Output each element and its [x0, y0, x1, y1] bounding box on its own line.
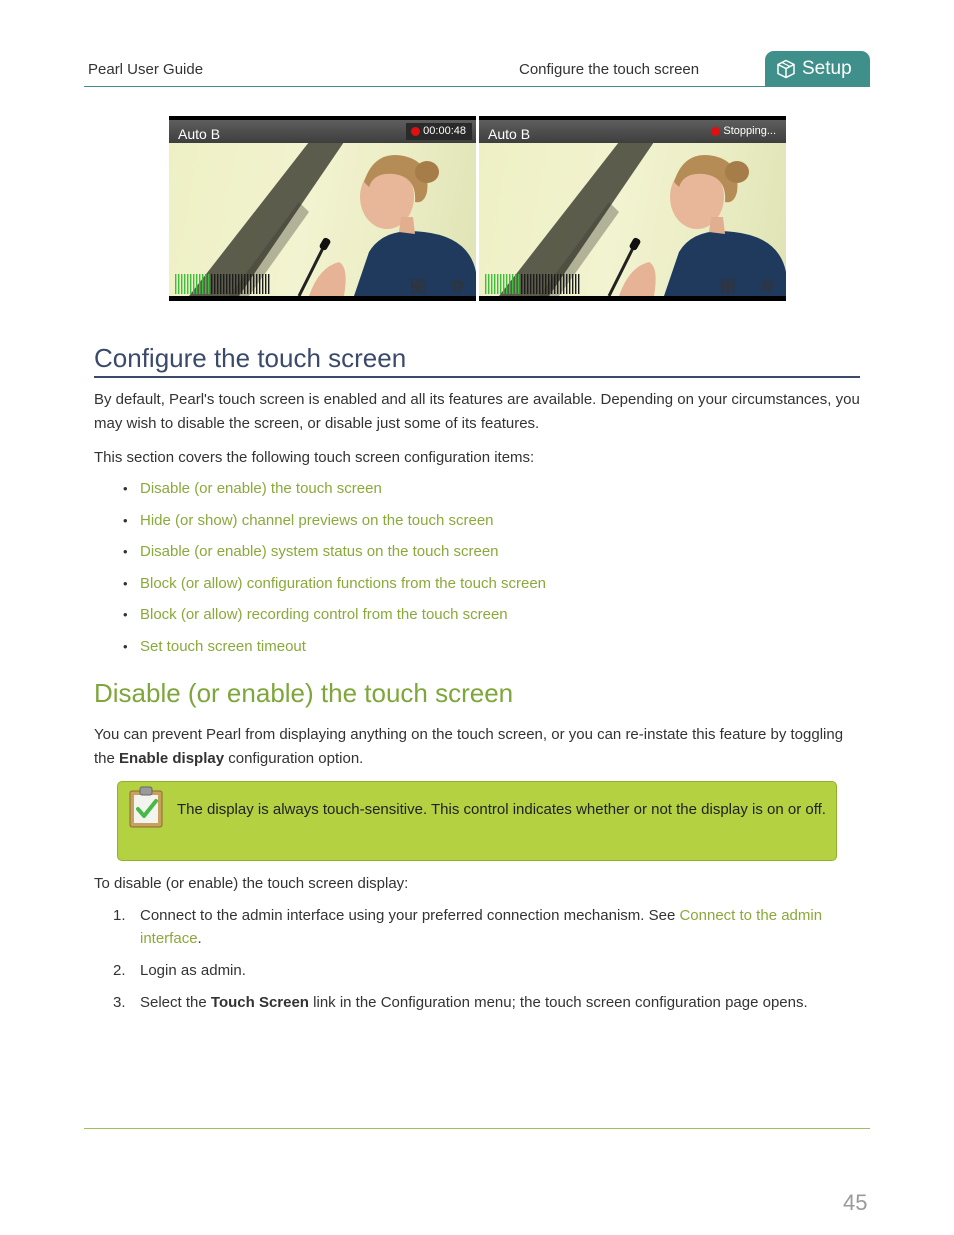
config-items-list: [123, 477, 860, 667]
gear-icon[interactable]: [449, 277, 466, 294]
step-item: 2. Login as admin.: [113, 962, 246, 979]
section-heading-disable: Disable (or enable) the touch screen: [94, 678, 514, 708]
preview-image: [479, 142, 786, 296]
channel-name: Auto B: [178, 126, 221, 142]
audio-meter-icon: [175, 274, 275, 294]
grid-icon[interactable]: [721, 279, 735, 293]
record-status: Stopping...: [706, 123, 782, 140]
touch-screen-term: Touch Screen: [210, 994, 309, 1011]
preview-topbar: [169, 120, 476, 143]
list-item: • Hide (or show) channel previews on the touch screen: [123, 511, 494, 529]
preview-topbar: [479, 120, 786, 143]
gear-icon[interactable]: [759, 277, 776, 294]
record-dot-icon: [411, 127, 420, 136]
touch-screen-preview-stopping: [479, 116, 786, 301]
step-item: 1. Connect to the admin interface using your preferred connection mechanism. See Connect to the admin interface.: [113, 907, 823, 947]
heading-rule: [94, 376, 860, 378]
list-item: • Set touch screen timeout: [123, 637, 306, 655]
footer-rule: [84, 1128, 870, 1129]
intro-paragraph: By default, Pearl's touch screen is enabled and all its features are available. Depending on your circumstances, you may wish to disable the screen, or disable just some of its features.: [94, 391, 860, 432]
preview-bottombar: [479, 296, 786, 301]
disable-paragraph: You can prevent Pearl from displaying anything on the touch screen, or you can re-instate this feature by toggling the Enable display configuration option.: [94, 726, 844, 767]
list-item: • Block (or allow) configuration functions from the touch screen: [123, 574, 547, 592]
touch-screen-preview-recording: [169, 116, 476, 301]
link-hide-channel-previews[interactable]: Hide (or show) channel previews on the touch screen: [140, 511, 494, 529]
preview-bottombar: [169, 296, 476, 301]
link-set-timeout[interactable]: Set touch screen timeout: [140, 637, 306, 655]
running-section-title: Configure the touch screen: [519, 61, 700, 78]
channel-name: Auto B: [488, 126, 531, 142]
note-text: The display is always touch-sensitive. This control indicates whether or not the display is on or off.: [177, 801, 826, 818]
doc-title: Pearl User Guide: [88, 61, 204, 78]
clipboard-check-icon: [128, 785, 166, 829]
grid-icon[interactable]: [411, 279, 425, 293]
record-status: 00:00:48: [406, 123, 472, 140]
list-item: • Disable (or enable) the touch screen: [123, 480, 382, 497]
covers-paragraph: This section covers the following touch screen configuration items:: [94, 449, 535, 466]
list-item: • Disable (or enable) system status on the touch screen: [123, 543, 499, 561]
link-connect-admin-interface[interactable]: Connect to the admin interface: [140, 907, 823, 947]
note-box: [117, 781, 837, 861]
setup-tab[interactable]: [765, 51, 870, 87]
page-number: 45: [843, 1190, 868, 1215]
link-disable-system-status[interactable]: Disable (or enable) system status on the touch screen: [140, 543, 499, 561]
link-block-configuration[interactable]: Block (or allow) configuration functions from the touch screen: [140, 574, 547, 592]
record-dot-icon: [711, 127, 720, 136]
list-item: • Block (or allow) recording control from the touch screen: [123, 606, 508, 624]
step-item: 3. Select the Touch Screen link in the Configuration menu; the touch screen configuration page opens.: [113, 994, 808, 1011]
link-disable-touch-screen[interactable]: Disable (or enable) the touch screen: [140, 480, 382, 497]
steps-lead: To disable (or enable) the touch screen display:: [94, 875, 409, 892]
enable-display-term: Enable display: [119, 750, 225, 767]
audio-meter-icon: [485, 274, 585, 294]
section-heading-configure: Configure the touch screen: [94, 343, 407, 373]
link-block-recording-control[interactable]: Block (or allow) recording control from the touch screen: [140, 606, 508, 624]
header-rule: [84, 86, 870, 87]
preview-image: [169, 142, 476, 296]
cube-icon: [776, 59, 796, 79]
steps-list: [113, 904, 864, 1023]
setup-tab-label: Setup: [802, 58, 852, 79]
